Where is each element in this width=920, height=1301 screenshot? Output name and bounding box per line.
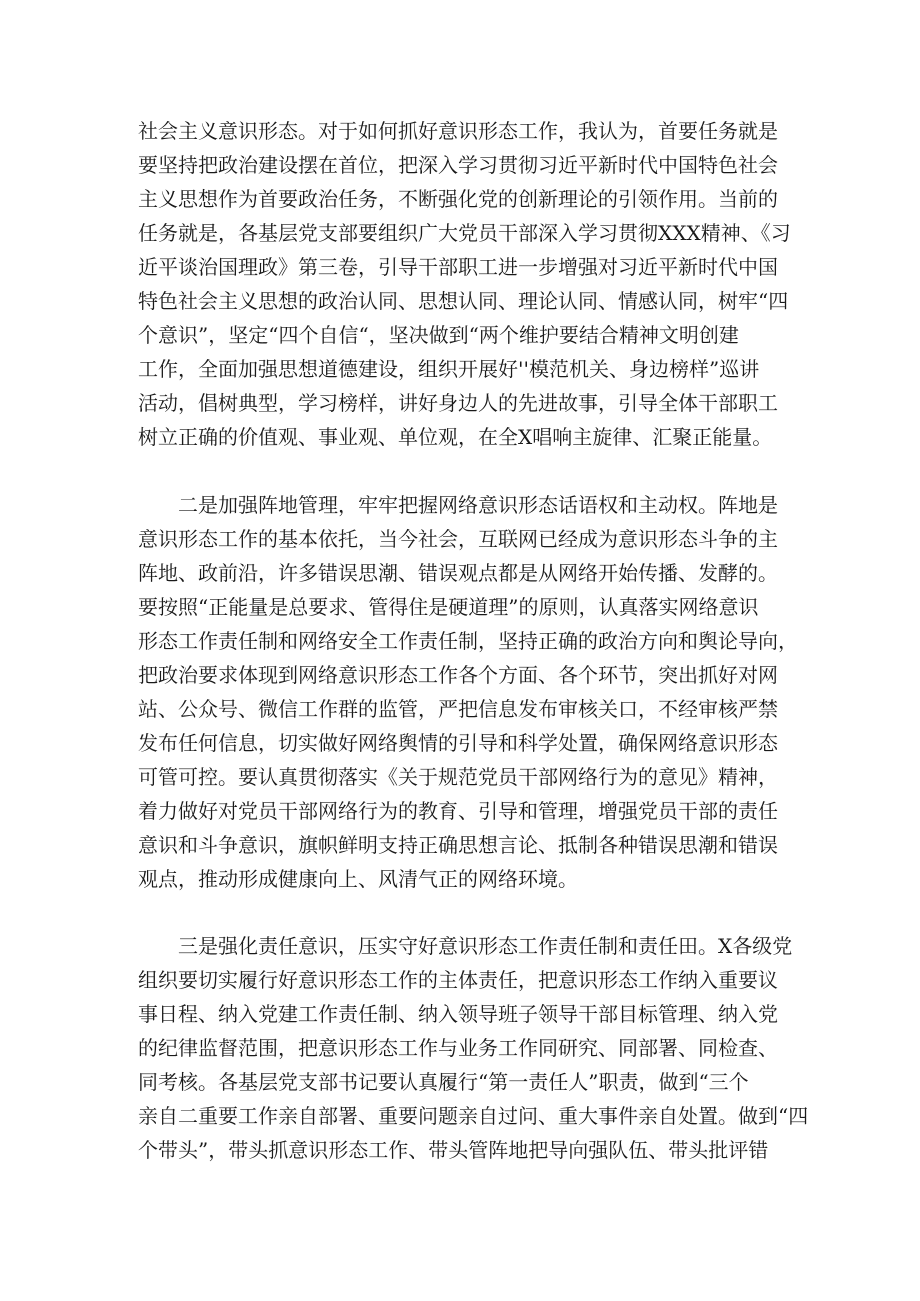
text-line: 个带头”，带头抓意识形态工作、带头管阵地把导向强队伍、带头批评错	[138, 1138, 769, 1162]
text-line: 站、公众号、微信工作群的监管，严把信息发布审核关口，不经审核严禁	[138, 697, 778, 721]
text-line: 活动，倡树典型，学习榜样，讲好身边人的先进故事，引导全体干部职工	[138, 391, 778, 415]
text-line: 阵地、政前沿，许多错误思潮、错误观点都是从网络开始传播、发酵的。	[138, 561, 778, 585]
text-line: 特色社会主义思想的政治认同、思想认同、理论认同、情感认同，树牢“四	[138, 289, 789, 313]
text-line: 发布任何信息，切实做好网络舆情的引导和科学处置，确保网络意识形态	[138, 731, 778, 755]
text-line: 三是强化责任意识，压实守好意识形态工作责任制和责任田。X各级党	[138, 934, 793, 958]
text-line: 可管可控。要认真贯彻落实《关于规范党员干部网络行为的意见》精神，	[138, 765, 778, 789]
paragraph-3	[138, 929, 809, 1167]
text-line: 个意识”，坚定“四个自信“，坚决做到“两个维护要结合精神文明创建	[138, 323, 739, 347]
text-line: 同考核。各基层党支部书记要认真履行“第一责任人”职责，做到“三个	[138, 1070, 749, 1094]
text-line: 近平谈治国理政》第三卷，引导干部职工进一步增强对习近平新时代中国	[138, 255, 778, 279]
text-line: 主义思想作为首要政治任务，不断强化党的创新理论的引领作用。当前的	[138, 187, 778, 211]
text-line: 工作，全面加强思想道德建设，组织开展好''模范机关、身边榜样”巡讲	[138, 357, 760, 381]
text-line: 观点，推动形成健康向上、风清气正的网络环境。	[138, 867, 578, 891]
text-line: 意识和斗争意识，旗帜鲜明支持正确思想言论、抵制各种错误思潮和错误	[138, 833, 778, 857]
text-line: 的纪律监督范围，把意识形态工作与业务工作同研究、同部署、同检查、	[138, 1036, 778, 1060]
text-line: 二是加强阵地管理，牢牢把握网络意识形态话语权和主动权。阵地是	[138, 493, 778, 517]
text-line: 要坚持把政治建设摆在首位，把深入学习贯彻习近平新时代中国特色社会	[138, 153, 778, 177]
text-line: 社会主义意识形态。对于如何抓好意识形态工作，我认为，首要任务就是	[138, 119, 778, 143]
text-line: 把政治要求体现到网络意识形态工作各个方面、各个环节，突出抓好对网	[138, 663, 778, 687]
text-line: 事日程、纳入党建工作责任制、纳入领导班子领导干部目标管理、纳入党	[138, 1002, 778, 1026]
paragraph-1	[138, 114, 791, 454]
text-line: 任务就是，各基层党支部要组织广大党员干部深入学习贯彻XXX精神、《习	[138, 221, 791, 245]
text-line: 着力做好对党员干部网络行为的教育、引导和管理，增强党员干部的责任	[138, 799, 778, 823]
text-line: 意识形态工作的基本依托，当今社会，互联网已经成为意识形态斗争的主	[138, 527, 778, 551]
text-line: 组织要切实履行好意识形态工作的主体责任，把意识形态工作纳入重要议	[138, 968, 778, 992]
text-line: 亲自二重要工作亲自部署、重要问题亲自过问、重大事件亲自处置。做到“四	[138, 1104, 809, 1128]
text-line: 形态工作责任制和网络安全工作责任制，坚持正确的政治方向和舆论导向，	[138, 629, 798, 653]
text-line: 要按照“正能量是总要求、管得住是硬道理”的原则，认真落实网络意识	[138, 595, 759, 619]
paragraph-2	[138, 488, 798, 896]
text-line: 树立正确的价值观、事业观、单位观，在全X唱响主旋律、汇聚正能量。	[138, 425, 773, 449]
